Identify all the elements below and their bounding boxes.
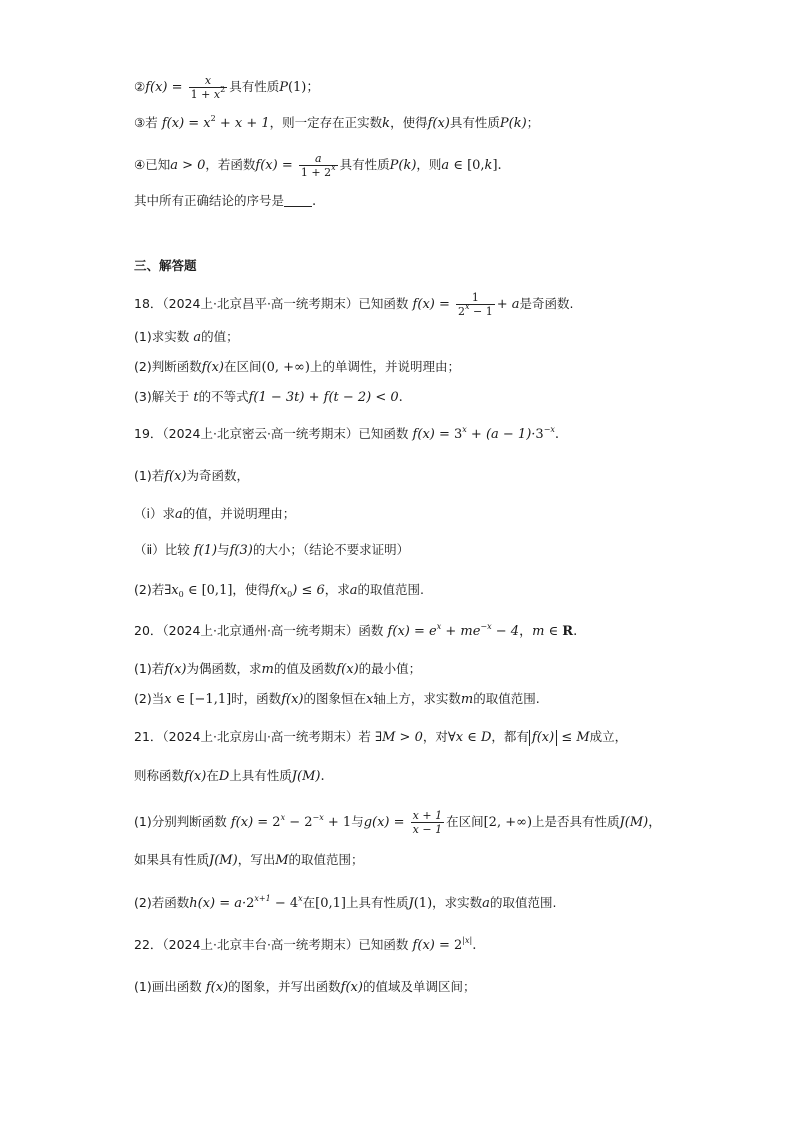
q21-part-2: (2)若函数$h(x) = a\cdot 2^{x+1} - 4^x$在[0,1]上具有性质J(1)，求实数a的取值范围. <box>134 894 557 911</box>
q17-item-2-marker: ② <box>134 79 146 94</box>
q18-part-2: (2)判断函数f(x)在区间(0, +∞)上的单调性，并说明理由； <box>134 359 460 375</box>
q18-part-1: (1)求实数 a的值； <box>134 329 239 345</box>
section-title: 三、解答题 <box>134 258 197 273</box>
q17-item-4-fraction: $\frac{a}{1 + 2^x}$ <box>300 152 336 179</box>
q22-part-1: (1)画出函数 f(x)的图象，并写出函数f(x)的值域及单调区间； <box>134 979 476 995</box>
q21-line-2: 则称函数f(x)在D上具有性质J(M). <box>134 768 325 784</box>
q20-part-1: (1)若f(x)为偶函数，求m的值及函数f(x)的最小值； <box>134 661 422 677</box>
q17-item-4: ④已知a > 0，若函数f(x) = $\frac{a}{1 + 2^x}$ 具有性质P(k)，则a ∈ [0,k]. <box>134 152 502 179</box>
absolute-value: f(x) <box>529 730 557 746</box>
q17-item-2-fraction: $\frac{x}{1 + x^2}$ <box>190 74 226 101</box>
q19-part-1-i: （ⅰ）求a的值，并说明理由； <box>134 506 296 522</box>
q21-part-1: (1)分别判断函数 $f(x) = 2^x - 2^{-x} + 1$与g(x) = $\frac{x + 1}{x - 1}$ 在区间[2, +∞)上是否具有性质J(M)， <box>134 809 662 836</box>
q17-item-3: ③若 $f(x) = x^2 + x + 1$，则一定存在正实数k，使得f(x)具有性质P(k)； <box>134 114 540 131</box>
q19-part-1-ii: （ⅱ）比较 f(1)与f(3)的大小；（结论不要求证明） <box>134 542 410 558</box>
q21-part-1-line-2: 如果具有性质J(M)，写出M的取值范围； <box>134 852 364 868</box>
q19-part-2: (2)若$\exists x_0$ ∈ [0,1]，使得$f(x_0) \le 6$，求a的取值范围. <box>134 582 425 599</box>
q19-part-1: (1)若f(x)为奇函数， <box>134 468 250 484</box>
q19-head: 19．（2024上·北京密云·高一统考期末）已知函数 $f(x) = 3^x + (a - 1)\cdot 3^{-x}$. <box>134 425 560 442</box>
q22-head: 22．（2024上·北京丰台·高一统考期末）已知函数 $f(x) = 2^{|x|}$. <box>134 936 477 953</box>
q17-item-2-formula: f(x) = <box>145 80 187 95</box>
q18-head: 18．（2024上·北京昌平·高一统考期末）已知函数 f(x) = $\frac{1}{2^x - 1}$ + a是奇函数. <box>134 291 574 318</box>
q20-head: 20．（2024上·北京通州·高一统考期末）函数 $f(x) = e^x + me^{-x} - 4$，m ∈ R. <box>134 622 578 639</box>
q18-fraction: $\frac{1}{2^x - 1}$ <box>458 291 493 318</box>
q21-head: 21．（2024上·北京房山·高一统考期末）若 ∃M > 0，对∀x ∈ D，都有 f(x) ≤ M成立， <box>134 729 628 745</box>
q17-item-2: ②f(x) = $\frac{x}{1 + x^2}$ 具有性质P(1)； <box>134 74 320 101</box>
answer-blank <box>284 194 312 207</box>
q20-part-2: (2)当x ∈ [−1,1]时，函数f(x)的图象恒在x轴上方，求实数m的取值范围. <box>134 691 540 707</box>
q17-conclusion: 其中所有正确结论的序号是 . <box>134 193 317 209</box>
q21-fraction: $\frac{x + 1}{x - 1}$ <box>412 809 443 836</box>
q18-part-3: (3)解关于 t的不等式f(1 − 3t) + f(t − 2) < 0. <box>134 389 403 405</box>
